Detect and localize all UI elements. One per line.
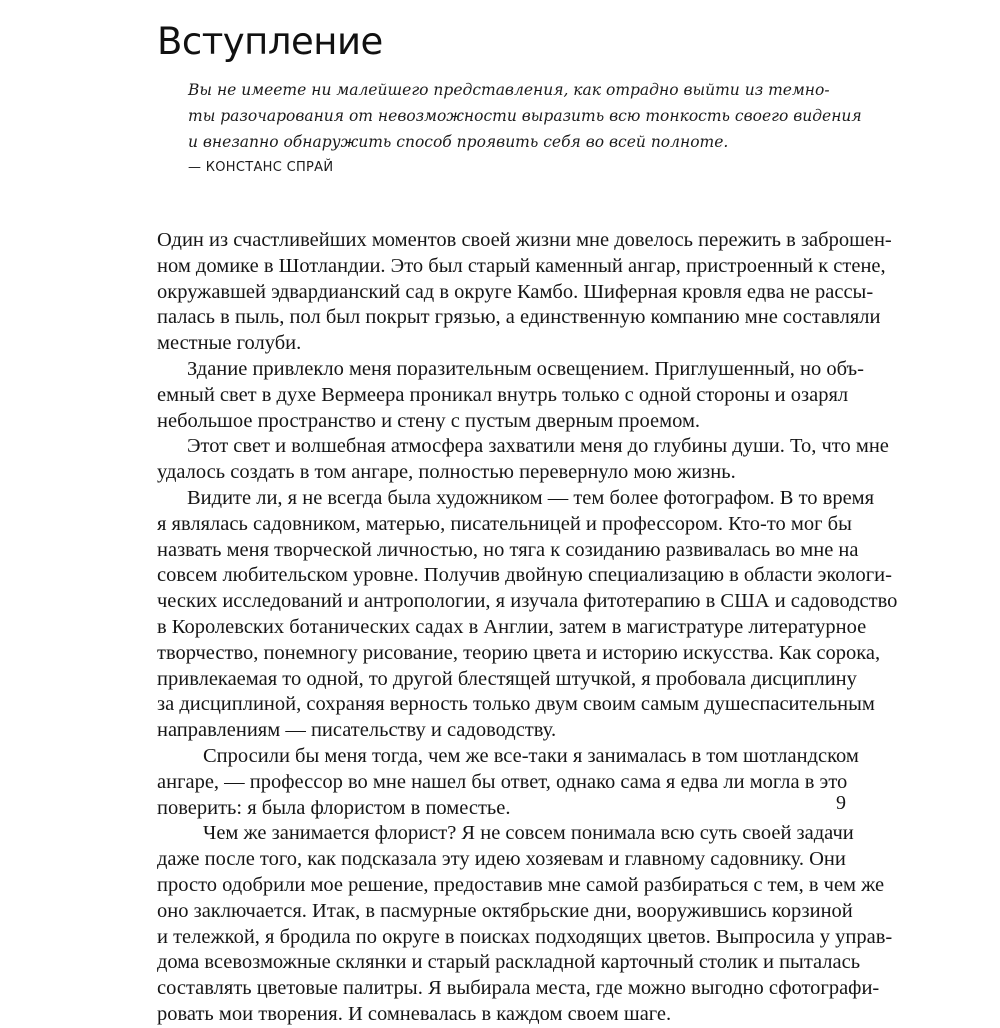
text-line: Спросили бы меня тогда, чем же все-таки я занималась в том шотландском [203,744,859,767]
epigraph-line: ты разочарования от невозможности выразить всю тонкость своего видения [188,107,862,125]
text-line: Чем же занимается флорист? Я не совсем понимала всю суть своей задачи [203,822,854,845]
text-line: емный свет в духе Вермеера проникал внутрь только с одной стороны и озарял [157,383,849,406]
text-line: за дисциплиной, сохраняя верность только двум своим самым душеспасительным [157,693,875,716]
text-line: оно заключается. Итак, в пасмурные октябрьские дни, вооружившись корзиной [157,899,853,922]
text-line: местные голуби. [157,332,302,355]
text-line: палась в пыль, пол был покрыт грязью, а единственную компанию мне составляли [157,306,881,329]
text-line: ровать мои творения. И сомневалась в каждом своем шаге. [157,1002,672,1025]
text-line: просто одобрили мое решение, предоставив мне самой разбираться с тем, в чем же [157,873,885,896]
text-line: дома всевозможные склянки и старый раскладной карточный столик и пыталась [157,951,861,974]
text-line: привлекаемая то одной, то другой блестящей штучкой, я пробовала дисциплину [157,667,857,690]
text-line: совсем любительском уровне. Получив двойную специализацию в области экологи- [157,564,892,587]
text-line: Этот свет и волшебная атмосфера захватили меня до глубины души. То, что мне [187,435,889,458]
text-line: даже после того, как подсказала эту идею хозяевам и главному садовнику. Они [157,848,846,871]
text-line: составлять цветовые палитры. Я выбирала места, где можно выгодно сфотографи- [157,977,880,1000]
text-line: я являлась садовником, матерью, писательницей и профессором. Кто-то мог бы [157,512,852,535]
text-line: назвать меня творческой личностью, но тяга к созиданию развивалась во мне на [157,538,859,561]
text-line: Один из счастливейших моментов своей жизни мне довелось пережить в заброшен- [157,229,892,251]
text-line: удалось создать в том ангаре, полностью перевернуло мою жизнь. [157,461,736,484]
text-line: Здание привлекло меня поразительным освещением. Приглушенный, но объ- [187,357,864,380]
page-number: 9 [836,792,846,814]
chapter-title: Вступление [157,20,383,63]
text-line: окружавшей эдвардианский сад в округе Камбо. Шиферная кровля едва не рассы- [157,280,874,303]
text-line: творчество, понемногу рисование, теорию цвета и историю искусства. Как сорока, [157,641,881,664]
text-line: и тележкой, я бродила по округе в поисках подходящих цветов. Выпросила у управ- [157,925,893,948]
text-line: небольшое пространство и стену с пустым дверным проемом. [157,409,701,432]
text-line: ном домике в Шотландии. Это был старый каменный ангар, пристроенный к стене, [157,254,886,277]
epigraph-line: и внезапно обнаружить способ проявить себя во всей полноте. [188,133,729,151]
text-line: Видите ли, я не всегда была художником — тем более фотографом. В то время [187,486,875,509]
body-text [157,228,898,1028]
text-line: в Королевских ботанических садах в Англии, затем в магистратуре литературное [157,615,867,638]
epigraph-author: — КОНСТАНС СПРАЙ [188,160,334,175]
text-line: поверить: я была флористом в поместье. [157,796,511,819]
text-line: ангаре, — профессор во мне нашел бы ответ, однако сама я едва ли могла в это [157,770,848,793]
text-line: направлениям — писательству и садоводству. [157,719,557,742]
epigraph-line: Вы не имеете ни малейшего представления, как отрадно выйти из темно- [188,81,830,99]
epigraph [188,77,862,181]
text-line: ческих исследований и антропологии, я изучала фитотерапию в США и садоводство [157,590,898,613]
